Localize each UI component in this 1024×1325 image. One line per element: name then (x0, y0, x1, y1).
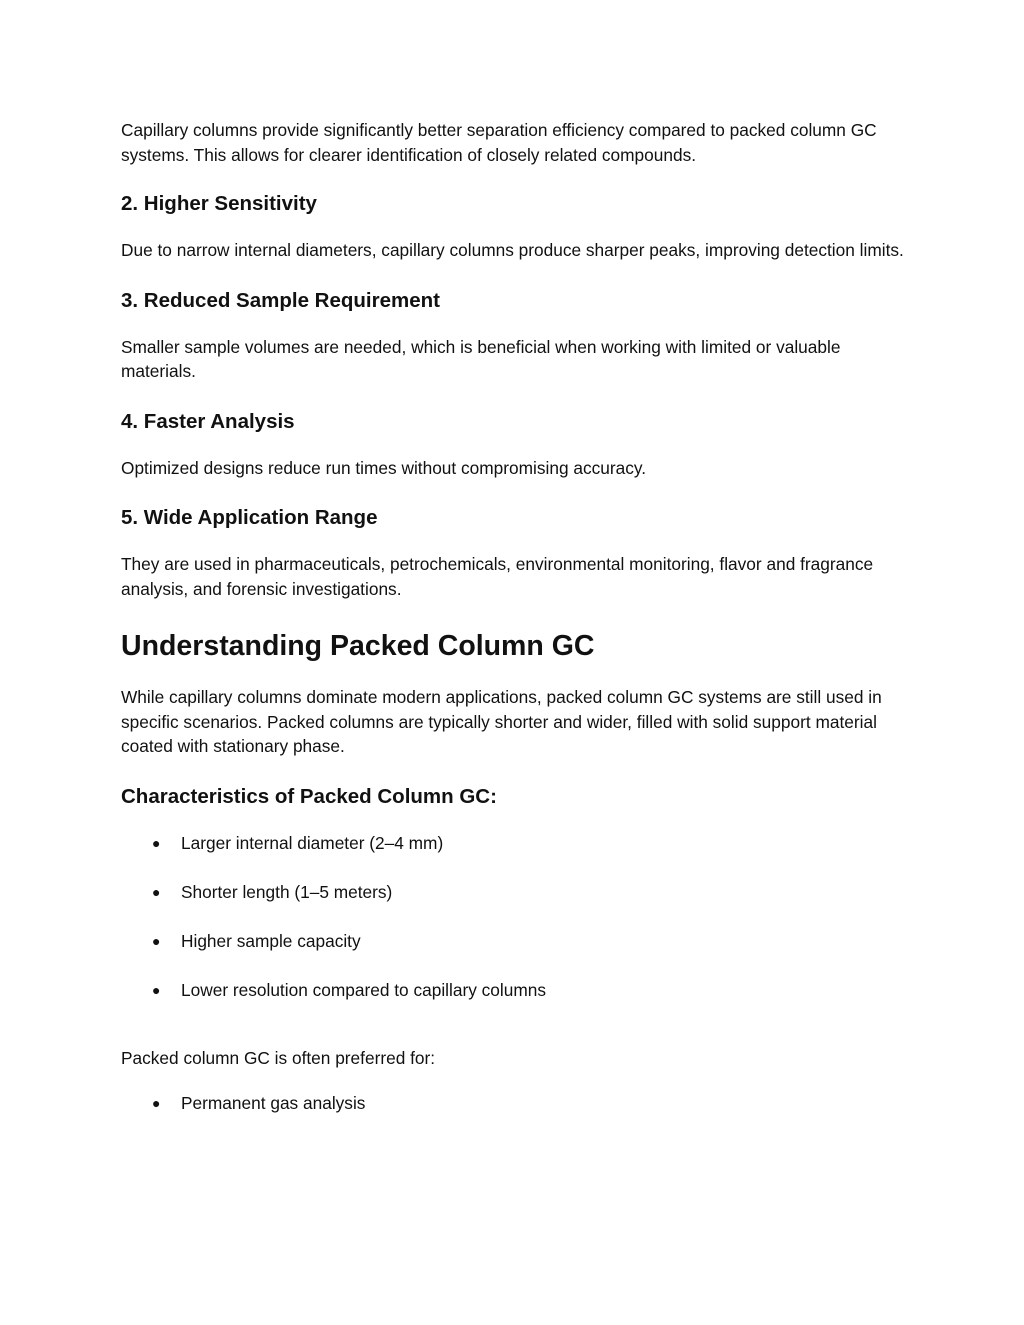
list-item-text: Higher sample capacity (181, 930, 361, 951)
paragraph-higher-sensitivity: Due to narrow internal diameters, capillary columns produce sharper peaks, improving detection limits. (121, 240, 904, 260)
bullet-icon: ● (152, 932, 161, 949)
section-title-packed-column: Understanding Packed Column GC (121, 630, 595, 662)
list-item-text: Permanent gas analysis (181, 1093, 366, 1113)
list-item-text: Larger internal diameter (2–4 mm) (181, 832, 444, 853)
list-item (121, 978, 911, 1002)
list-item (121, 1091, 911, 1115)
paragraph-reduced-sample-requirement: Smaller sample volumes are needed, which is beneficial when working with limited or valuable materials. (121, 336, 841, 381)
list-item (121, 880, 911, 904)
bullet-icon: ● (152, 981, 161, 998)
heading-wide-application-range: 5. Wide Application Range (121, 506, 378, 529)
characteristics-list (121, 831, 911, 1002)
preferred-uses-list (121, 1091, 911, 1115)
paragraph-faster-analysis: Optimized designs reduce run times without compromising accuracy. (121, 457, 647, 478)
heading-higher-sensitivity: 2. Higher Sensitivity (121, 192, 317, 215)
heading-characteristics: Characteristics of Packed Column GC: (121, 784, 497, 808)
heading-reduced-sample-requirement: 3. Reduced Sample Requirement (121, 288, 440, 312)
heading-faster-analysis: 4. Faster Analysis (121, 409, 295, 433)
list-item-text: Shorter length (1–5 meters) (181, 881, 393, 902)
paragraph-packed-column-intro: While capillary columns dominate modern applications, packed column GC systems are still used in specific scenarios. Packed columns are typically shorter and wider, filled with solid support material coated with stationary phase. (121, 687, 882, 756)
list-item (121, 929, 911, 953)
list-item-text: Lower resolution compared to capillary columns (181, 979, 546, 1000)
bullet-icon: ● (152, 883, 161, 900)
bullet-icon: ● (152, 1095, 161, 1111)
bullet-icon: ● (152, 834, 161, 851)
intro-paragraph: Capillary columns provide significantly better separation efficiency compared to packed column GC systems. This allows for clearer identification of closely related compounds. (121, 120, 877, 165)
document-page (121, 118, 911, 1115)
list-item (121, 831, 911, 855)
paragraph-preferred-intro: Packed column GC is often preferred for: (121, 1047, 436, 1068)
paragraph-wide-application-range: They are used in pharmaceuticals, petrochemicals, environmental monitoring, flavor and fragrance analysis, and forensic investigations. (121, 554, 874, 599)
